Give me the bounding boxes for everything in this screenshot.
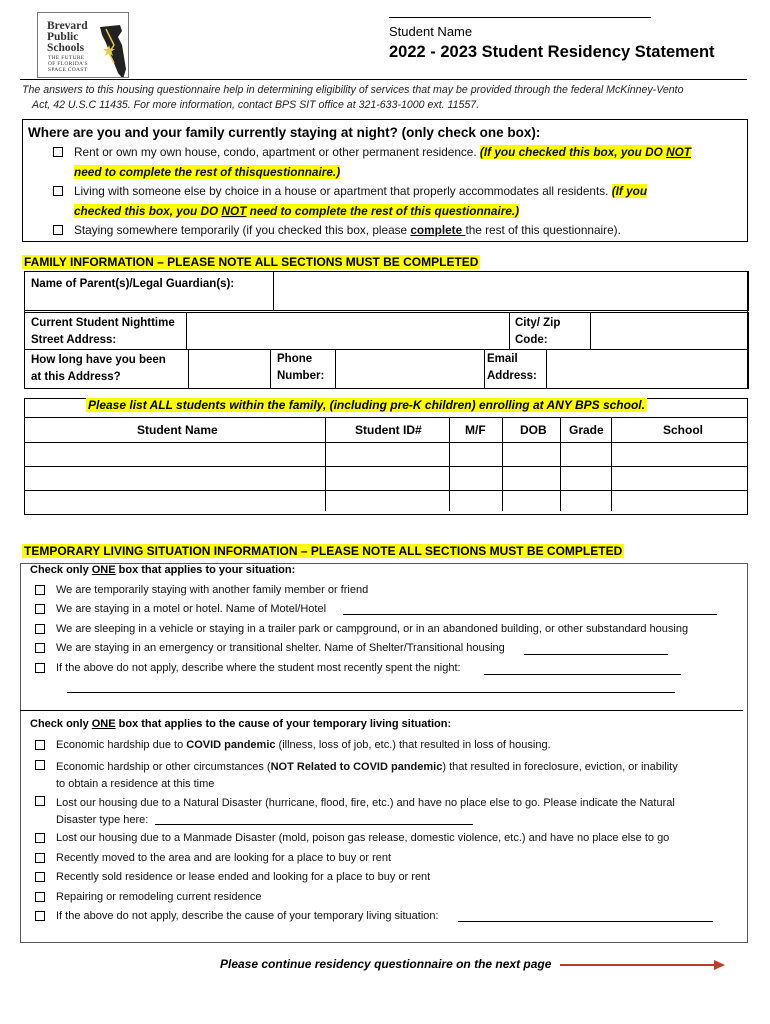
situation-other-line[interactable] <box>484 674 681 675</box>
intro-text: The answers to this housing questionnaire help in determining eligibility of services that may be provided through the federal McKinney-Vento Act, 42 U.S.C 11435. For more information, contact BPS SIT office at 321-633-1000 ext. 11557. <box>22 84 684 111</box>
student-name-line[interactable] <box>389 17 651 18</box>
col-school: School <box>663 423 704 437</box>
situation-other: If the above do not apply, describe where the student most recently spent the night: <box>56 662 461 674</box>
cause-other-checkbox[interactable] <box>35 911 45 921</box>
situation-shelter: We are staying in an emergency or transitional shelter. Name of Shelter/Transitional housing <box>56 642 505 654</box>
parent-name-field[interactable] <box>273 271 749 311</box>
situation-family-friend-checkbox[interactable] <box>35 585 45 595</box>
cause-manmade-disaster: Lost our housing due to a Manmade Disaster (mold, poison gas release, domestic violence, etc.) and have no place else to go <box>56 832 670 844</box>
cause-sold: Recently sold residence or lease ended and looking for a place to buy or rent <box>56 871 431 883</box>
cause-other-line[interactable] <box>458 921 713 922</box>
cause-covid: Economic hardship due to COVID pandemic (illness, loss of job, etc.) that resulted in loss of housing. <box>56 739 551 751</box>
family-info-table <box>24 271 748 389</box>
intro-divider <box>20 79 747 80</box>
students-instruction: Please list ALL students within the family, (including pre-K children) enrolling at ANY BPS school. <box>88 398 645 412</box>
staying-option-permanent-checkbox[interactable] <box>53 147 63 157</box>
staying-option-permanent: Rent or own my own house, condo, apartment or other permanent residence. (If you checked this box, you DO NOT need to complete the rest of thisquestionnaire.) <box>74 145 691 179</box>
cityzip-field[interactable] <box>590 312 749 350</box>
situation-family-friend: We are temporarily staying with another family member or friend <box>56 584 369 596</box>
staying-question: Where are you and your family currently staying at night? (only check one box): <box>28 125 541 140</box>
cause-other: If the above do not apply, describe the cause of your temporary living situation: <box>56 910 439 922</box>
florida-map-icon <box>98 23 128 78</box>
table-row[interactable] <box>25 442 747 443</box>
email-label: Email Address: <box>487 353 537 382</box>
parent-label: Name of Parent(s)/Legal Guardian(s): <box>31 278 235 290</box>
school-logo <box>37 12 129 78</box>
situation-motel-checkbox[interactable] <box>35 604 45 614</box>
family-info-heading: FAMILY INFORMATION – PLEASE NOTE ALL SECTIONS MUST BE COMPLETED <box>24 255 479 269</box>
staying-option-temporary-checkbox[interactable] <box>53 225 63 235</box>
cause-instruction: Check only ONE box that applies to the cause of your temporary living situation: <box>30 718 452 730</box>
staying-option-by-choice-checkbox[interactable] <box>53 186 63 196</box>
cause-moved: Recently moved to the area and are looking for a place to buy or rent <box>56 852 392 864</box>
cause-economic-checkbox[interactable] <box>35 760 45 770</box>
cause-moved-checkbox[interactable] <box>35 853 45 863</box>
shelter-name-line[interactable] <box>524 654 668 655</box>
section-divider <box>20 710 743 711</box>
phone-field[interactable] <box>335 349 485 389</box>
cause-sold-checkbox[interactable] <box>35 872 45 882</box>
logo-wordmark: Brevard Public Schools <box>47 20 88 54</box>
table-divider <box>502 417 503 511</box>
col-student-name: Student Name <box>137 423 218 437</box>
situation-other-checkbox[interactable] <box>35 663 45 673</box>
table-divider <box>449 417 450 511</box>
staying-option-temporary: Staying somewhere temporarily (if you checked this box, please complete the rest of this questionnaire). <box>74 223 621 237</box>
col-dob: DOB <box>520 423 547 437</box>
table-divider <box>325 417 326 511</box>
col-grade: Grade <box>569 423 604 437</box>
situation-instruction: Check only ONE box that applies to your situation: <box>30 564 296 576</box>
address-label: Current Student Nighttime Street Address: <box>31 317 175 346</box>
temp-situation-box <box>20 563 748 943</box>
situation-vehicle: We are sleeping in a vehicle or staying in a trailer park or campground, or in an abandoned building, or other substandard housing <box>56 623 689 635</box>
page-title: 2022 - 2023 Student Residency Statement <box>389 43 715 61</box>
howlong-label: How long have you been at this Address? <box>31 354 166 383</box>
cause-manmade-disaster-checkbox[interactable] <box>35 833 45 843</box>
logo-tagline: THE FUTURE OF FLORIDA'S SPACE COAST <box>48 55 88 73</box>
cause-repairing-checkbox[interactable] <box>35 892 45 902</box>
cause-natural-disaster: Lost our housing due to a Natural Disaster (hurricane, flood, fire, etc.) and have no place else to go. Please indicate the Natural Disaster type here: <box>56 797 675 826</box>
staying-option-by-choice: Living with someone else by choice in a house or apartment that properly accommodates all residents. (If you checked this box, you DO NOT need to complete the rest of this questionnaire.) <box>74 184 648 218</box>
motel-name-line[interactable] <box>343 614 717 615</box>
table-header-top <box>25 417 747 418</box>
table-divider <box>560 417 561 511</box>
students-table <box>24 398 748 515</box>
cause-covid-checkbox[interactable] <box>35 740 45 750</box>
phone-label: Phone Number: <box>277 353 325 382</box>
email-field[interactable] <box>546 349 749 389</box>
student-name-label: Student Name <box>389 24 473 39</box>
col-student-id: Student ID# <box>355 423 422 437</box>
table-row[interactable] <box>25 490 747 491</box>
situation-vehicle-checkbox[interactable] <box>35 624 45 634</box>
address-field[interactable] <box>186 312 510 350</box>
table-divider <box>611 417 612 511</box>
situation-motel: We are staying in a motel or hotel. Name of Motel/Hotel <box>56 603 327 615</box>
continue-note: Please continue residency questionnaire on the next page <box>220 957 552 971</box>
cause-economic: Economic hardship or other circumstances (NOT Related to COVID pandemic) that resulted in foreclosure, eviction, or inability to obtain a residence at this time <box>56 761 678 790</box>
table-row[interactable] <box>25 466 747 467</box>
cause-natural-disaster-checkbox[interactable] <box>35 796 45 806</box>
howlong-field[interactable] <box>188 349 271 389</box>
situation-shelter-checkbox[interactable] <box>35 643 45 653</box>
situation-other-line-2[interactable] <box>67 692 675 693</box>
cityzip-label: City/ Zip Code: <box>515 317 561 346</box>
temp-situation-heading: TEMPORARY LIVING SITUATION INFORMATION – PLEASE NOTE ALL SECTIONS MUST BE COMPLETED <box>24 544 623 558</box>
cause-repairing: Repairing or remodeling current residence <box>56 891 262 903</box>
disaster-type-line[interactable] <box>155 824 473 825</box>
right-arrow-icon <box>558 957 728 973</box>
col-gender: M/F <box>465 423 486 437</box>
